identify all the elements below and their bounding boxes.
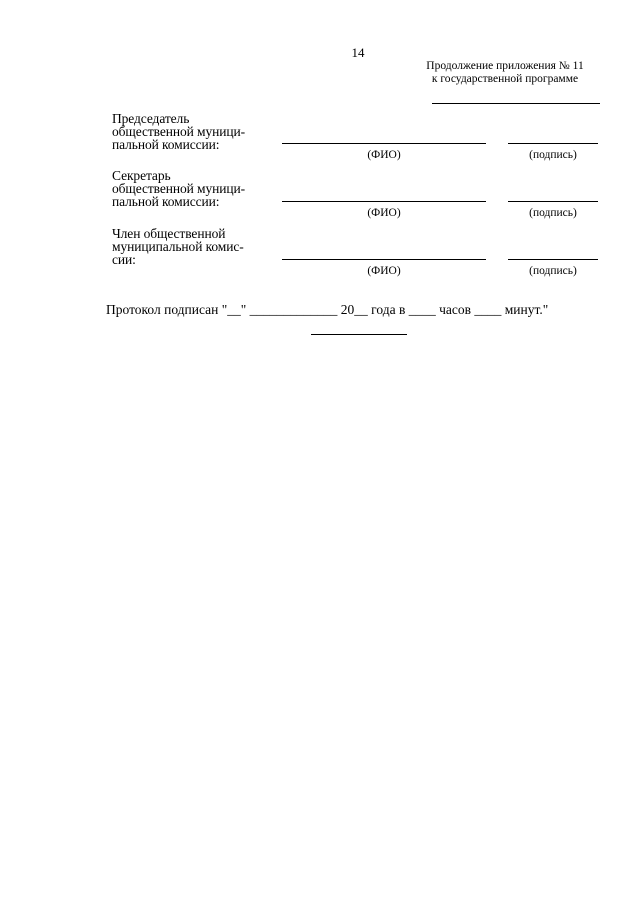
fio-field-member[interactable] bbox=[282, 259, 486, 260]
signature-caption: (подпись) bbox=[529, 207, 577, 219]
page-number: 14 bbox=[351, 45, 365, 60]
role-line: общественной муници- bbox=[112, 124, 246, 139]
signature-role-member bbox=[112, 227, 282, 266]
signature-role-chairman bbox=[112, 112, 282, 151]
fio-caption: (ФИО) bbox=[367, 149, 401, 161]
signature-caption: (подпись) bbox=[529, 149, 577, 161]
signature-field-member[interactable] bbox=[508, 259, 598, 260]
role-line: сии: bbox=[112, 252, 136, 267]
signature-field-chairman[interactable] bbox=[508, 143, 598, 144]
role-line: пальной комиссии: bbox=[112, 137, 220, 152]
fio-caption: (ФИО) bbox=[367, 207, 401, 219]
appendix-title: Продолжение приложения № 11 bbox=[426, 60, 584, 72]
signature-field-secretary[interactable] bbox=[508, 201, 598, 202]
document-end-line bbox=[311, 334, 407, 335]
role-line: муниципальной комис- bbox=[112, 239, 244, 254]
role-line: общественной муници- bbox=[112, 181, 246, 196]
fio-field-secretary[interactable] bbox=[282, 201, 486, 202]
appendix-underline bbox=[432, 103, 600, 104]
signature-role-secretary bbox=[112, 169, 282, 208]
role-line: Секретарь bbox=[112, 168, 171, 183]
protocol-signed-text: Протокол подписан "__" _____________ 20__ года в ____ часов ____ минут." bbox=[106, 302, 549, 317]
role-line: Председатель bbox=[112, 111, 190, 126]
role-line: Член общественной bbox=[112, 226, 226, 241]
signature-caption: (подпись) bbox=[529, 265, 577, 277]
fio-field-chairman[interactable] bbox=[282, 143, 486, 144]
appendix-subtitle: к государственной программе bbox=[431, 73, 579, 85]
fio-caption: (ФИО) bbox=[367, 265, 401, 277]
role-line: пальной комиссии: bbox=[112, 194, 220, 209]
